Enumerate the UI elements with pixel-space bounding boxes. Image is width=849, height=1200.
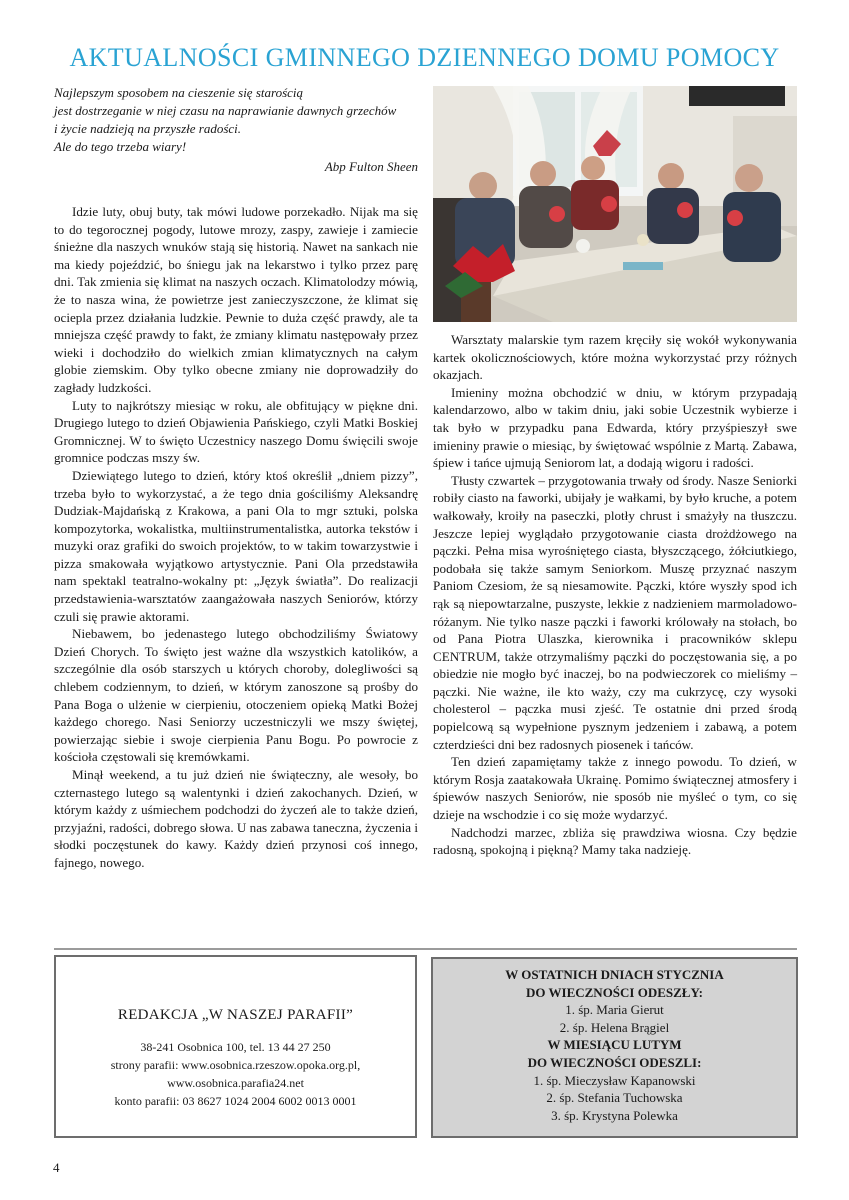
seniors-workshop-photo: [433, 86, 797, 322]
obituary-heading: W OSTATNICH DNIACH STYCZNIA: [505, 967, 724, 982]
article-paragraph: Tłusty czwartek – przygotowania trwały od środy. Nasze Seniorki robiły ciasto na faworki, ubijały je wałkami, by było kruche, a potem wałkowały, kroiły na paseczki, plotły chrust i smażyły na tłuszczu. Jeszcze lepiej wyglądało przygotowanie ciasta drożdżowego na pączki. Pełna misa wyrośniętego ciasta, błyszczącego, żółciutkiego, podobała się także samym Seniorkom. Muszę przyznać naszym Paniom Czesiom, że są niesamowite. Pączki, które wyszły spod ich rąk są niepowtarzalne, puszyste, lekkie z nadzieniem marmoladowo-różanym. Nie tylko nasze pączki i faworki królowały na stołach, bo od Pana Piotra Ulaszka, kierownika i pracowników sklepu CENTRUM, także otrzymaliśmy pączki do poczęstowania się, a po obiedzie nie mogło być inaczej, bo na podwieczorek co mieliśmy – pączki. Nie ważne, ile kto waży, czy ma cukrzycę, czy wysoki cholesterol – pączka musi zjeść. Te ostatnie dni przed środą popielcową są wypełnione pysznym jedzeniem i zabawą, a potem czterdzieści dni bez radosnych piosenek i tańców.: [433, 472, 797, 752]
photo-illustration: [433, 86, 797, 322]
obituary-name: 1. śp. Mieczysław Kapanowski: [533, 1072, 696, 1088]
epigraph-quote: [54, 84, 418, 176]
obituary-heading: DO WIECZNOŚCI ODESZLI:: [527, 1054, 702, 1070]
quote-author: Abp Fulton Sheen: [324, 159, 418, 174]
editorial-info-box: [54, 955, 417, 1138]
article-paragraph: Minął weekend, a tu już dzień nie świąteczny, ale wesoły, bo czternastego lutego są walentynki i dzień zakochanych. Dzień, w którym każdy z uśmiechem podchodzi do życzeń ale to także dzień, przyjaźni, radości, dobrego słowa. U nas zabawa taneczna, życzenia i słodki poczęstunek do kawy. Każdy dzień przynosi coś innego, fajnego, nowego.: [54, 767, 418, 870]
quote-line: Najlepszym sposobem na cieszenie się starością: [54, 85, 304, 100]
obituary-name: 2. śp. Helena Brągiel: [559, 1019, 670, 1035]
article-paragraph: Luty to najkrótszy miesiąc w roku, ale obfitujący w piękne dni. Drugiego lutego to dzień Objawienia Pańskiego, czyli Matki Boskiej Gromnicznej. W to święto Uczestnicy naszego Domu święcili swoje gromnice podczas mszy św.: [54, 397, 418, 466]
article-paragraph: Ten dzień zapamiętamy także z innego powodu. To dzień, w którym Rosja zaatakowała Ukrainę. Pomimo świątecznej atmosfery i śpiewów naszych Seniorów, nie sposób nie myśleć o tym, co się dzieje na wschodzie i co się może wydarzyć.: [433, 754, 797, 823]
article-right-column: [433, 331, 797, 859]
editorial-website: strony parafii: www.osobnica.rzeszow.opoka.org.pl,: [110, 1058, 361, 1072]
editorial-address: 38-241 Osobnica 100, tel. 13 44 27 250: [140, 1040, 331, 1054]
article-paragraph: Imieniny można obchodzić w dniu, w którym przypadają kalendarzowo, albo w takim dniu, jaki sobie Uczestnik wybierze i tak było w przypadku pana Edwarda, który przyśpieszył swe imieniny prawie o miesiąc, by świętować wspólnie z Martą. Zabawa, śpiew i tańce ujmują Seniorom lat, a dodają wigoru i radości.: [433, 384, 797, 471]
article-paragraph: Nadchodzi marzec, zbliża się prawdziwa wiosna. Czy będzie radosną, spokojną i piękną? Mamy taka nadzieję.: [433, 824, 797, 858]
obituary-heading: W MIESIĄCU LUTYM: [547, 1037, 682, 1053]
obituary-box: [431, 957, 798, 1138]
obituary-heading: DO WIECZNOŚCI ODESZŁY:: [526, 984, 703, 1000]
obituary-name: 1. śp. Maria Gierut: [565, 1002, 664, 1018]
article-paragraph: Dziewiątego lutego to dzień, który ktoś określił „dniem pizzy”, trzeba było to wykorzystać, a że tego dnia gościliśmy Aleksandrę Dudziak-Majdańską z Krakowa, a pani Ola to mgr sztuki, polska kompozytorka, wokalistka, multiinstrumentalistka, autorka tekstów i muzyki oraz grafiki do swoich projektów, to w takim towarzystwie i pizza smakowała wyjątkowo artystycznie. Pani Ola przedstawiła nam spektakl teatralno-wokalny pt: „Język światła”. Do realizacji przedstawienia-warsztatów zaangażowała naszych Seniorów, którzy czuli się prawie aktorami.: [54, 467, 418, 624]
section-divider: [54, 948, 797, 950]
quote-line: Ale do tego trzeba wiary!: [54, 139, 187, 154]
editorial-title: REDAKCJA „W NASZEJ PARAFII”: [117, 1007, 354, 1023]
article-paragraph: Idzie luty, obuj buty, tak mówi ludowe porzekadło. Nijak ma się to do tegorocznej pogody, lutowe mrozy, zaspy, zawieje i zamiecie śnieżne dla naszych wnuków stają się historią. Nawet na sankach nie ma kiedy pojeździć, bo śniegu jak na lekarstwo i tylko przez parę dni. Tak zmienia się klimat na naszych oczach. Klimatolodzy mówią, że to nasza wina, że powietrze jest zanieczyszczone, że klimat się ociepla przez działania ludzkie. Pewnie to duża część prawdy, ale ta mniejsza część prawdy to fakt, że zmiany klimatu następowały przez wieki i dochodziło do wielkich zmian klimatycznych na całym globie ziemskim. Oby tylko obecne zmiany nie doprowadziły do zagłady ludzkości.: [54, 204, 418, 395]
page-title: AKTUALNOŚCI GMINNEGO DZIENNEGO DOMU POMOCY: [69, 43, 780, 72]
quote-line: i życie nadzieją na przyszłe radości.: [54, 121, 242, 136]
article-left-column: [54, 203, 418, 872]
obituary-name: 3. śp. Krystyna Polewka: [551, 1107, 678, 1123]
obituary-name: 2. śp. Stefania Tuchowska: [546, 1090, 683, 1106]
editorial-bank-account: konto parafii: 03 8627 1024 2004 6002 0013 0001: [114, 1094, 357, 1108]
editorial-website-2: www.osobnica.parafia24.net: [167, 1076, 304, 1090]
page-number: 4: [53, 1160, 60, 1175]
quote-line: jest dostrzeganie w niej czasu na naprawianie dawnych grzechów: [54, 103, 397, 118]
article-paragraph: Warsztaty malarskie tym razem kręciły się wokół wykonywania kartek okolicznościowych, które można wykorzystać przy różnych okazjach.: [433, 332, 797, 383]
article-paragraph: Niebawem, bo jedenastego lutego obchodziliśmy Światowy Dzień Chorych. To święto jest ważne dla wszystkich katolików, a szczególnie dla osób starszych u których choroby, dolegliwości są chlebem codziennym, to dzień, w którym zanoszone są prośby do Pana Boga o ulżenie w cierpieniu, otoczeniem opieką Matki Bożej każdego chorego. Nasi Seniorzy uczestniczyli we mszy świętej, powierzając siebie i swoje cierpienia Panu Bogu. Po powrocie z kościoła częstowali się kremówkami.: [54, 626, 418, 765]
